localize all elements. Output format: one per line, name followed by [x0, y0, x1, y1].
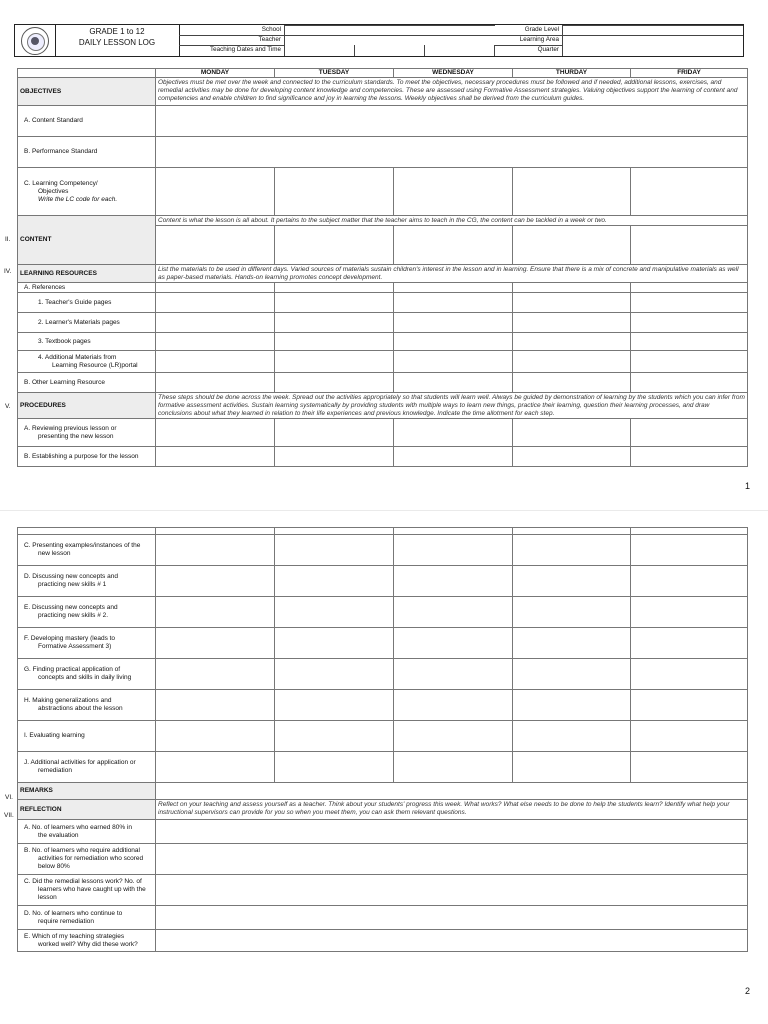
question-e-field[interactable] [156, 930, 748, 952]
page-separator [0, 510, 768, 511]
other-monday[interactable] [156, 373, 275, 393]
step-g-line-1: G. Finding practical application of [24, 666, 121, 673]
step-j-friday[interactable] [631, 752, 748, 783]
proc-a-wednesday[interactable] [394, 419, 513, 447]
content-tuesday[interactable] [275, 226, 394, 265]
lr-monday[interactable] [156, 351, 275, 373]
step-c-wednesday[interactable] [394, 535, 513, 566]
step-j-label [18, 752, 156, 783]
lr-tuesday[interactable] [275, 351, 394, 373]
step-g-thursday[interactable] [513, 659, 631, 690]
learners-materials-label: 2. Learner's Materials pages [18, 313, 156, 333]
dates-field-1[interactable] [285, 45, 355, 56]
question-b-line-1: B. No. of learners who require additional [24, 847, 140, 854]
reflection-note: Reflect on your teaching and assess yourself as a teacher. Think about your students' progress this week. What works? What else needs to be done to help the students learn? Identify what help your instructional supervisors can provide for you so when you meet them, you can ask them relevant questions. [156, 800, 748, 820]
proc-a-thursday[interactable] [513, 419, 631, 447]
lr-wednesday[interactable] [394, 351, 513, 373]
lr-thursday[interactable] [513, 351, 631, 373]
learning-resources-note: List the materials to be used in different days. Varied sources of materials sustain children's interest in the lesson and in learning. Ensure that there is a mix of concrete and manipulative materials as well as paper-based materials. Hands-on learning promotes concept development. [156, 265, 748, 283]
teacher-label: Teacher [179, 35, 285, 46]
question-e-line-1: E. Which of my teaching strategies [24, 932, 125, 940]
tb-thursday[interactable] [513, 333, 631, 351]
question-b-line-2: activities for remediation who scored [38, 855, 144, 862]
tb-wednesday[interactable] [394, 333, 513, 351]
lesson-log-table-2 [17, 527, 748, 952]
other-friday[interactable] [631, 373, 748, 393]
references-tuesday[interactable] [275, 283, 394, 293]
roman-procedures: V. [5, 403, 11, 410]
question-b-field[interactable] [156, 844, 748, 875]
log-title: DAILY LESSON LOG [78, 38, 156, 47]
content-friday[interactable] [631, 226, 748, 265]
competency-thursday[interactable] [513, 168, 631, 216]
proc-a-friday[interactable] [631, 419, 748, 447]
lm-thursday[interactable] [513, 313, 631, 333]
learning-area-label: Learning Area [495, 35, 563, 46]
learning-competency-label [18, 168, 156, 216]
step-j-line-1: J. Additional activities for application or [24, 759, 136, 766]
school-field[interactable] [285, 25, 495, 26]
step-i-monday[interactable] [156, 721, 275, 752]
dates-field-3[interactable] [425, 45, 495, 56]
step-e-line-2: practicing new skills # 2. [38, 612, 109, 619]
step-h-monday[interactable] [156, 690, 275, 721]
quarter-label: Quarter [495, 45, 563, 56]
step-c-label [18, 535, 156, 566]
page-number-1: 1 [744, 481, 750, 491]
tg-thursday[interactable] [513, 293, 631, 313]
proc-b-tuesday[interactable] [275, 447, 394, 467]
objectives-note: Objectives must be met over the week and connected to the curriculum standards. To meet the objectives, necessary procedures must be followed and if needed, additional lessons, exercises, and remedial activities may be done for developing content knowledge and competencies. These are assessed using Formative Assessment strategies. Valuing objectives support the learning of content and competencies and enable children to find significance and joy in learning the lessons. Weekly objectives shall be derived from the curriculum guides. [156, 78, 748, 106]
question-c-line-3: lesson [38, 894, 57, 901]
other-tuesday[interactable] [275, 373, 394, 393]
step-h-thursday[interactable] [513, 690, 631, 721]
question-d-label [18, 906, 156, 930]
question-c-label [18, 875, 156, 906]
lm-tuesday[interactable] [275, 313, 394, 333]
roman-resources: IV. [4, 268, 12, 275]
teachers-guide-label: 1. Teacher's Guide pages [18, 293, 156, 313]
step-h-line-2: abstractions about the lesson [38, 705, 123, 712]
proc-a-monday[interactable] [156, 419, 275, 447]
competency-friday[interactable] [631, 168, 748, 216]
step-d-friday[interactable] [631, 566, 748, 597]
header-box [14, 24, 744, 57]
other-thursday[interactable] [513, 373, 631, 393]
step-c-line-1: C. Presenting examples/instances of the [24, 542, 141, 549]
performance-standard-label: B. Performance Standard [18, 137, 156, 168]
reviewing-line-2: presenting the new lesson [38, 432, 114, 440]
procedures-note: These steps should be done across the week. Spread out the activities appropriately so that students will learn well. Always be guided by demonstration of learning by the students which you can infer from formative assessment activities. Sustain learning systematically by providing students with multiple ways to learn new things, practice their learning, question their learning processes, and draw conclusions about what they learned in relation to their life experiences and previous knowledge. Indicate the time allotment for each step. [156, 393, 748, 419]
step-f-line-1: F. Developing mastery (leads to [24, 635, 116, 642]
tg-friday[interactable] [631, 293, 748, 313]
reviewing-lesson-label [18, 419, 156, 447]
day-monday: MONDAY [156, 69, 275, 78]
references-thursday[interactable] [513, 283, 631, 293]
tg-monday[interactable] [156, 293, 275, 313]
lm-wednesday[interactable] [394, 313, 513, 333]
tb-tuesday[interactable] [275, 333, 394, 351]
step-h-tuesday[interactable] [275, 690, 394, 721]
lesson-log-table-1 [17, 68, 748, 467]
dates-field-2[interactable] [355, 45, 425, 56]
objectives-label: OBJECTIVES [18, 78, 156, 106]
question-a-label [18, 820, 156, 844]
step-d-tuesday[interactable] [275, 566, 394, 597]
other-wednesday[interactable] [394, 373, 513, 393]
school-label: School [179, 25, 285, 36]
step-i-friday[interactable] [631, 721, 748, 752]
roman-content: II. [5, 236, 11, 243]
step-e-friday[interactable] [631, 597, 748, 628]
competency-monday[interactable] [156, 168, 275, 216]
grade-range: GRADE 1 to 12 [89, 27, 145, 36]
step-j-tuesday[interactable] [275, 752, 394, 783]
proc-b-wednesday[interactable] [394, 447, 513, 467]
question-d-line-1: D. No. of learners who continue to [24, 909, 123, 917]
roman-remarks: VI. [5, 794, 13, 801]
step-e-thursday[interactable] [513, 597, 631, 628]
tg-wednesday[interactable] [394, 293, 513, 313]
step-c-monday[interactable] [156, 535, 275, 566]
step-c-thursday[interactable] [513, 535, 631, 566]
learning-resources-label: LEARNING RESOURCES [18, 265, 156, 283]
question-a-line-2: the evaluation [38, 831, 79, 839]
question-a-field[interactable] [156, 820, 748, 844]
day-wednesday: WEDNESDAY [394, 69, 513, 78]
step-h-label [18, 690, 156, 721]
competency-line-2: Objectives [38, 187, 69, 195]
step-c-line-2: new lesson [38, 550, 71, 557]
step-j-line-2: remediation [38, 767, 72, 774]
step-c-friday[interactable] [631, 535, 748, 566]
step-j-thursday[interactable] [513, 752, 631, 783]
lm-monday[interactable] [156, 313, 275, 333]
question-c-line-2: learners who have caught up with the [38, 886, 146, 893]
content-label: CONTENT [18, 216, 156, 265]
remarks-field[interactable] [156, 783, 748, 800]
step-g-label [18, 659, 156, 690]
step-c-tuesday[interactable] [275, 535, 394, 566]
blank-top-5 [631, 528, 748, 535]
references-monday[interactable] [156, 283, 275, 293]
step-f-line-2: Formative Assessment 3) [38, 643, 112, 650]
question-b-label [18, 844, 156, 875]
step-g-tuesday[interactable] [275, 659, 394, 690]
step-d-line-2: practicing new skills # 1 [38, 581, 107, 588]
blank-top-1 [156, 528, 275, 535]
day-tuesday: TUESDAY [275, 69, 394, 78]
step-i-thursday[interactable] [513, 721, 631, 752]
competency-tuesday[interactable] [275, 168, 394, 216]
tb-friday[interactable] [631, 333, 748, 351]
lr-friday[interactable] [631, 351, 748, 373]
question-c-line-1: C. Did the remedial lessons work? No. of [24, 878, 142, 885]
content-monday[interactable] [156, 226, 275, 265]
step-e-label [18, 597, 156, 628]
content-standard-field[interactable] [156, 106, 748, 137]
step-j-wednesday[interactable] [394, 752, 513, 783]
references-label: A. References [18, 283, 156, 293]
step-e-monday[interactable] [156, 597, 275, 628]
competency-wednesday[interactable] [394, 168, 513, 216]
step-h-friday[interactable] [631, 690, 748, 721]
question-a-line-1: A. No. of learners who earned 80% in [24, 823, 133, 831]
blank-top-3 [394, 528, 513, 535]
procedures-label: PROCEDURES [18, 393, 156, 419]
step-d-monday[interactable] [156, 566, 275, 597]
question-b-line-3: below 80% [38, 863, 70, 870]
reviewing-line-1: A. Reviewing previous lesson or [24, 424, 117, 432]
remarks-label: REMARKS [18, 783, 156, 800]
header-title [55, 25, 180, 56]
deped-seal-icon [21, 27, 49, 55]
reflection-label: REFLECTION [18, 800, 156, 820]
proc-b-friday[interactable] [631, 447, 748, 467]
tg-tuesday[interactable] [275, 293, 394, 313]
step-d-thursday[interactable] [513, 566, 631, 597]
step-f-monday[interactable] [156, 628, 275, 659]
step-d-line-1: D. Discussing new concepts and [24, 573, 118, 580]
step-h-wednesday[interactable] [394, 690, 513, 721]
learning-area-field[interactable] [563, 35, 743, 36]
blank-top-label [18, 528, 156, 535]
step-f-thursday[interactable] [513, 628, 631, 659]
step-h-line-1: H. Making generalizations and [24, 697, 112, 704]
proc-a-tuesday[interactable] [275, 419, 394, 447]
additional-materials-line-1: 4. Additional Materials from [38, 353, 117, 361]
step-f-wednesday[interactable] [394, 628, 513, 659]
step-e-tuesday[interactable] [275, 597, 394, 628]
question-c-field[interactable] [156, 875, 748, 906]
question-e-label [18, 930, 156, 952]
question-d-field[interactable] [156, 906, 748, 930]
question-d-line-2: require remediation [38, 917, 95, 925]
content-wednesday[interactable] [394, 226, 513, 265]
additional-materials-line-2: Learning Resource (LR)portal [52, 361, 138, 369]
competency-line-1: C. Learning Competency/ [24, 179, 98, 187]
references-friday[interactable] [631, 283, 748, 293]
step-e-wednesday[interactable] [394, 597, 513, 628]
establishing-purpose-label: B. Establishing a purpose for the lesson [18, 447, 156, 467]
other-resource-label: B. Other Learning Resource [18, 373, 156, 393]
day-thursday: THURDAY [513, 69, 631, 78]
proc-b-thursday[interactable] [513, 447, 631, 467]
step-d-wednesday[interactable] [394, 566, 513, 597]
teacher-field[interactable] [285, 35, 495, 36]
lm-friday[interactable] [631, 313, 748, 333]
step-f-label [18, 628, 156, 659]
content-note: Content is what the lesson is all about. It pertains to the subject matter that the teacher aims to teach in the CG, the content can be tackled in a week or two. [156, 216, 748, 226]
day-friday: FRIDAY [631, 69, 748, 78]
blank-top-2 [275, 528, 394, 535]
additional-materials-label [18, 351, 156, 373]
step-i-label: I. Evaluating learning [18, 721, 156, 752]
question-e-line-2: worked well? Why did these work? [38, 940, 138, 948]
step-g-wednesday[interactable] [394, 659, 513, 690]
step-g-friday[interactable] [631, 659, 748, 690]
step-e-line-1: E. Discussing new concepts and [24, 604, 118, 611]
step-d-label [18, 566, 156, 597]
step-f-tuesday[interactable] [275, 628, 394, 659]
competency-line-3: Write the LC code for each. [38, 195, 118, 203]
page-2 [0, 512, 768, 1024]
content-standard-label: A. Content Standard [18, 106, 156, 137]
step-f-friday[interactable] [631, 628, 748, 659]
blank-top-4 [513, 528, 631, 535]
page-number-2: 2 [744, 986, 750, 996]
grade-level-field[interactable] [563, 25, 743, 26]
grade-level-label: Grade Level [495, 25, 563, 36]
content-thursday[interactable] [513, 226, 631, 265]
references-wednesday[interactable] [394, 283, 513, 293]
proc-b-monday[interactable] [156, 447, 275, 467]
corner-cell [18, 69, 156, 78]
tb-monday[interactable] [156, 333, 275, 351]
logo-cell [15, 25, 56, 56]
textbook-pages-label: 3. Textbook pages [18, 333, 156, 351]
step-g-monday[interactable] [156, 659, 275, 690]
quarter-field[interactable] [563, 45, 743, 56]
roman-reflection: VII. [4, 812, 14, 819]
performance-standard-field[interactable] [156, 137, 748, 168]
step-i-wednesday[interactable] [394, 721, 513, 752]
teaching-dates-label: Teaching Dates and Time [179, 45, 285, 56]
step-i-tuesday[interactable] [275, 721, 394, 752]
step-g-line-2: concepts and skills in daily living [38, 674, 132, 681]
step-j-monday[interactable] [156, 752, 275, 783]
